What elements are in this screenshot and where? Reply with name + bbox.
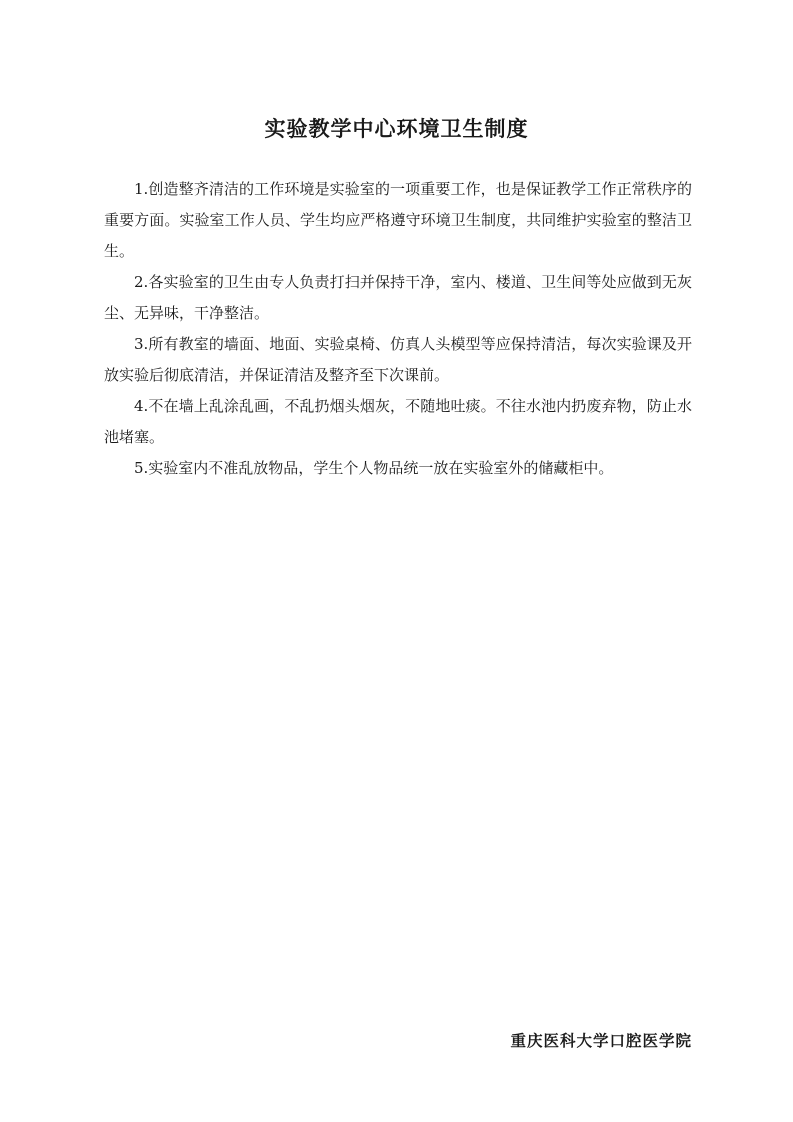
paragraph-3: 3.所有教室的墙面、地面、实验桌椅、仿真人头模型等应保持清洁，每次实验课及开放实验后彻底清洁，并保证清洁及整齐至下次课前。 <box>104 335 692 384</box>
paragraph-5: 5.实验室内不准乱放物品，学生个人物品统一放在实验室外的储藏柜中。 <box>134 459 614 477</box>
paragraph-2: 2.各实验室的卫生由专人负责打扫并保持干净，室内、楼道、卫生间等处应做到无灰尘、无异味，干净整洁。 <box>104 273 692 322</box>
paragraph-1: 1.创造整齐清洁的工作环境是实验室的一项重要工作，也是保证教学工作正常秩序的重要方面。实验室工作人员、学生均应严格遵守环境卫生制度，共同维护实验室的整洁卫生。 <box>104 180 692 260</box>
document-body <box>104 174 692 484</box>
paragraph-4: 4.不在墙上乱涂乱画，不乱扔烟头烟灰，不随地吐痰。不往水池内扔废弃物，防止水池堵塞。 <box>104 397 692 446</box>
issuing-organization: 重庆医科大学口腔医学院 <box>510 1031 692 1050</box>
document-title: 实验教学中心环境卫生制度 <box>264 117 529 141</box>
